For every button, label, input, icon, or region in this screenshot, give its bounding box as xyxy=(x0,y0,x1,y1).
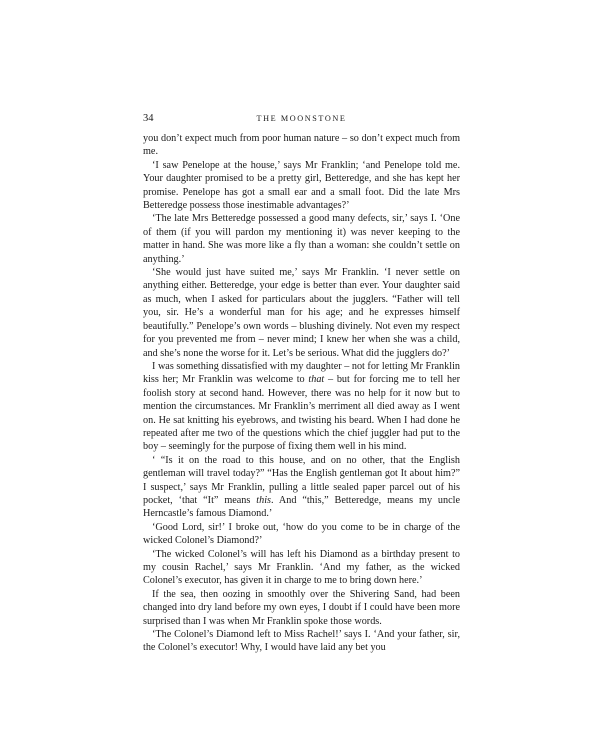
text-segment: you don’t expect much from poor human nature – so don’t expect much from me. xyxy=(143,133,460,158)
text-segment: I was something dissatisfied with my daughter – not for letting Mr Franklin kiss her; Mr Franklin was welcome to xyxy=(143,360,460,386)
paragraph xyxy=(143,132,460,159)
paragraph xyxy=(143,548,460,588)
text-segment: ‘The wicked Colonel’s will has left his Diamond as a birthday present to my cousin Rachel,’ says Mr Franklin. ‘And my father, as the wicked Colonel’s executor, has given it in charge to me to bring down here.’ xyxy=(143,548,460,587)
book-page xyxy=(143,112,460,655)
paragraph xyxy=(143,159,460,213)
text-segment: ‘Good Lord, sir!’ I broke out, ‘how do you come to be in charge of the wicked Colonel’s Diamond?’ xyxy=(143,521,460,547)
body-text xyxy=(143,132,460,655)
text-segment: ‘I saw Penelope at the house,’ says Mr Franklin; ‘and Penelope told me. Your daughter promised to be a pretty girl, Betteredge, and she has kept her promise. Penelope has got a small ear and a small foot. Did the late Mrs Betteredge possess those inestimable advantages?’ xyxy=(143,159,460,212)
paragraph xyxy=(143,360,460,454)
paragraph xyxy=(143,588,460,628)
paragraph xyxy=(143,628,460,655)
text-segment: ‘The late Mrs Betteredge possessed a good many defects, sir,’ says I. ‘One of them (if you will pardon my mentioning it) was never keeping to the matter in hand. She was more like a fly than a woman: she couldn’t settle on anything.’ xyxy=(143,213,460,265)
page-number: 34 xyxy=(143,113,154,124)
text-segment: ‘ “Is it on the road to this house, and on no other, that the English gentleman will travel today?” “Has the English gentleman got It about him?” I suspect,’ says Mr Franklin, pulling a little sealed paper parcel out of his pocket, ‘that “It” means xyxy=(143,454,460,506)
paragraph xyxy=(143,212,460,266)
paragraph xyxy=(143,454,460,521)
text-segment: – but for forcing me to tell her foolish story at second hand. However, there was no help for it now but to mention the circumstances. Mr Franklin’s merriment all died away as I went on. He sat knitting his eyebrows, and twisting his beard. When I had done he repeated after me two of the questions which the chief juggler had put to the boy – seemingly for the purpose of fixing them well in his mind. xyxy=(143,374,460,453)
running-head: THE MOONSTONE xyxy=(256,114,347,123)
text-segment: ‘She would just have suited me,’ says Mr Franklin. ‘I never settle on anything either. Betteredge, your edge is better than ever. Your daughter said as much, when I asked for particulars about the jugglers. “Father will tell you, sir. He’s a wonderful man for his age; and he expresses himself beautifully.” Penelope’s own words – blushing divinely. Not even my respect for you prevented me from – never mind; I knew her when she was a child, and she’s none the worse for it. Let’s be serious. What did the jugglers do?’ xyxy=(143,267,460,359)
text-segment: If the sea, then oozing in smoothly over the Shivering Sand, had been changed into dry land before my own eyes, I doubt if I could have been more surprised than I was when Mr Franklin spoke those words. xyxy=(143,588,460,627)
italic-text: this xyxy=(256,494,271,506)
italic-text: that xyxy=(308,374,325,386)
paragraph xyxy=(143,266,460,360)
paragraph xyxy=(143,521,460,548)
text-segment: . And “this,” Betteredge, means my uncle Herncastle’s famous Diamond.’ xyxy=(143,494,460,520)
text-segment: ‘The Colonel’s Diamond left to Miss Rachel!’ says I. ‘And your father, sir, the Colonel’s executor! Why, I would have laid any bet you xyxy=(143,629,460,654)
page-header xyxy=(143,112,460,126)
